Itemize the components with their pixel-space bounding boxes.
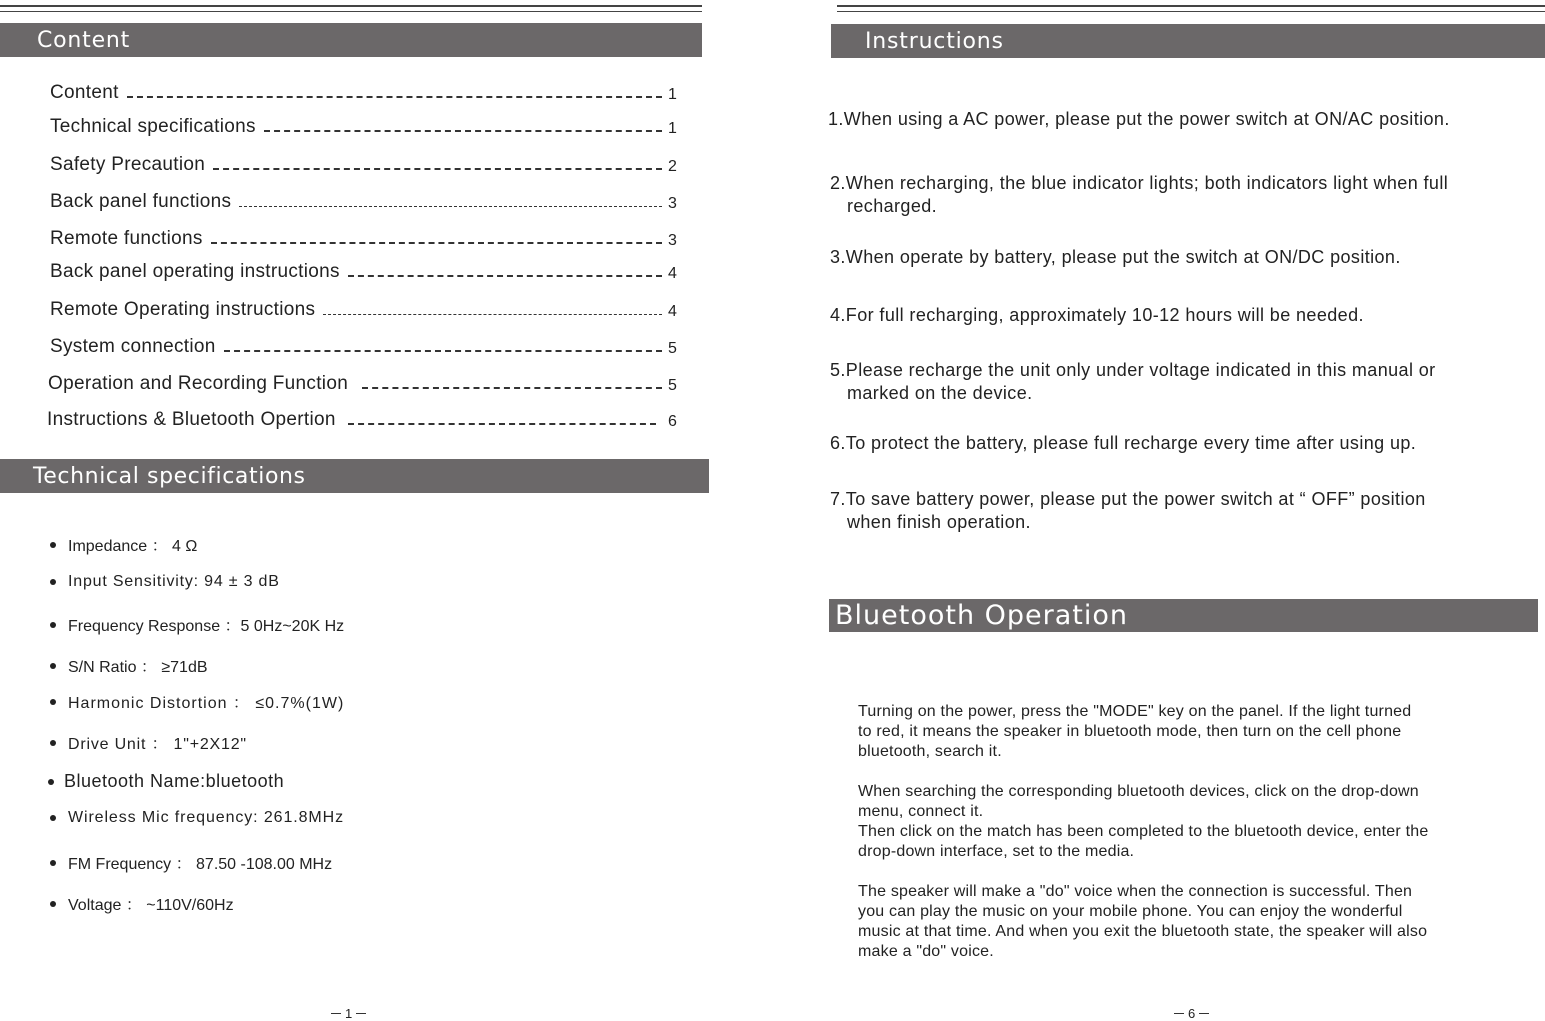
instruction-item: [828, 108, 1543, 131]
toc-entry-page: 5: [668, 377, 677, 394]
bluetooth-line: The speaker will make a "do" voice when the connection is successful. Then: [858, 883, 1413, 900]
spec-text: Drive Unit ： 1"+2X12": [68, 736, 247, 753]
spec-text: Bluetooth Name:bluetooth: [64, 771, 285, 791]
instruction-line: 3.When operate by battery, please put the switch at ON/DC position.: [830, 247, 1401, 267]
bluetooth-paragraph: [858, 882, 1538, 962]
instruction-item: [830, 359, 1545, 405]
bluetooth-line: music at that time. And when you exit the bluetooth state, the speaker will also: [858, 923, 1428, 940]
bluetooth-header-title: Bluetooth Operation: [835, 600, 1129, 631]
bullet: [50, 579, 56, 585]
spec-item: [50, 851, 332, 874]
spec-text: Impedance ： 4 Ω: [68, 538, 198, 555]
spec-item: [50, 573, 280, 591]
bullet: [50, 860, 56, 866]
bluetooth-line: to red, it means the speaker in bluetooth mode, then turn on the cell phone: [858, 723, 1402, 740]
toc-leader: [348, 423, 656, 425]
instruction-line: 4.For full recharging, approximately 10-12 hours will be needed.: [830, 305, 1364, 325]
instruction-line: 1.When using a AC power, please put the power switch at ON/AC position.: [828, 109, 1450, 129]
toc-leader: [323, 314, 662, 315]
toc-entry-label: Safety Precaution: [50, 154, 206, 175]
bullet: [50, 699, 56, 705]
page-number: [1174, 1006, 1209, 1021]
instructions-header-title: Instructions: [865, 28, 1004, 54]
toc-entry-page: 4: [668, 303, 677, 320]
bluetooth-line: you can play the music on your mobile phone. You can enjoy the wonderful: [858, 903, 1403, 920]
spec-text: Harmonic Distortion ： ≤0.7%(1W): [68, 695, 345, 712]
toc-leader: [362, 387, 662, 389]
page-number-text: 1: [345, 1006, 353, 1021]
toc-entry-page: 1: [668, 86, 677, 103]
spec-item: [50, 809, 344, 827]
toc-entry-page: 3: [668, 195, 677, 212]
spec-item: [50, 654, 208, 677]
bluetooth-header-bar: [829, 599, 1538, 632]
spec-text: Voltage ： ~110V/60Hz: [68, 897, 234, 914]
spec-item: [50, 892, 234, 915]
bluetooth-paragraph: [858, 782, 1538, 862]
spec-item: [50, 613, 344, 636]
spec-text: FM Frequency ： 87.50 -108.00 MHz: [68, 856, 333, 873]
right-page: [815, 0, 1545, 1020]
bullet: [50, 663, 56, 669]
toc-entry[interactable]: [50, 259, 682, 283]
bluetooth-paragraph: [858, 702, 1538, 762]
specs-header-title: Technical specifications: [33, 463, 306, 489]
toc-entry[interactable]: [50, 152, 682, 176]
instruction-item: [830, 432, 1545, 455]
specs-header-bar: [0, 459, 709, 493]
toc-leader: [127, 96, 662, 98]
bluetooth-line: bluetooth, search it.: [858, 743, 1002, 760]
toc-entry-label: Operation and Recording Function: [48, 373, 349, 394]
content-header-bar: [0, 23, 702, 57]
instruction-item: [830, 172, 1545, 218]
toc-entry-label: Back panel functions: [50, 191, 232, 212]
top-rule: [0, 5, 702, 12]
toc-entry-page: 4: [668, 265, 677, 282]
instruction-line: 5.Please recharge the unit only under voltage indicated in this manual or: [830, 360, 1436, 380]
toc-entry-page: 5: [668, 340, 677, 357]
toc-leader: [264, 130, 662, 132]
toc-entry[interactable]: [50, 371, 682, 395]
toc-entry-page: 2: [668, 158, 677, 175]
toc-entry-label: Remote functions: [50, 228, 203, 249]
instruction-item: [830, 488, 1545, 534]
page-number-text: 6: [1188, 1006, 1196, 1021]
bullet: [50, 542, 56, 548]
spec-text: S/N Ratio ： ≥71dB: [68, 659, 208, 676]
bluetooth-line: menu, connect it.: [858, 803, 984, 820]
toc-entry-label: Technical specifications: [50, 116, 256, 137]
toc-entry-label: Remote Operating instructions: [50, 299, 316, 320]
toc-entry[interactable]: [50, 114, 682, 138]
bullet: [50, 815, 56, 821]
toc-entry[interactable]: [50, 80, 682, 104]
bluetooth-line: Then click on the match has been completed to the bluetooth device, enter the: [858, 823, 1429, 840]
instruction-line: 7.To save battery power, please put the power switch at “ OFF” position: [830, 489, 1426, 509]
spec-item: [50, 731, 247, 754]
spec-item: [48, 771, 284, 792]
bluetooth-line: make a "do" voice.: [858, 943, 994, 960]
instruction-line: 6.To protect the battery, please full recharge every time after using up.: [830, 433, 1417, 453]
toc-leader: [211, 242, 662, 244]
toc-entry-page: 6: [668, 413, 677, 430]
toc-leader: [224, 350, 662, 352]
toc-entry-label: Content: [50, 82, 119, 103]
instruction-line: 2.When recharging, the blue indicator lights; both indicators light when full: [830, 173, 1449, 193]
spec-text: Frequency Response ：5 0Hz~20K Hz: [68, 618, 345, 635]
top-rule: [837, 5, 1545, 12]
toc-entry[interactable]: [50, 226, 682, 250]
bullet: [48, 779, 54, 785]
toc-leader: [213, 168, 662, 170]
instruction-item: [830, 304, 1545, 327]
left-page: [0, 0, 715, 1020]
toc-entry-label: System connection: [50, 336, 216, 357]
page-number: [331, 1006, 366, 1021]
toc-entry[interactable]: [50, 189, 682, 213]
bullet: [50, 901, 56, 907]
toc-entry[interactable]: [50, 297, 682, 321]
instruction-line-continued: when finish operation.: [847, 512, 1031, 532]
bullet: [50, 622, 56, 628]
instruction-line-continued: marked on the device.: [847, 383, 1033, 403]
toc-entry[interactable]: [47, 407, 682, 431]
bluetooth-line: When searching the corresponding bluetooth devices, click on the drop-down: [858, 783, 1419, 800]
bluetooth-line: Turning on the power, press the "MODE" key on the panel. If the light turned: [858, 703, 1412, 720]
spec-item: [50, 533, 197, 556]
spec-text: Wireless Mic frequency: 261.8MHz: [68, 809, 344, 826]
bluetooth-line: drop-down interface, set to the media.: [858, 843, 1135, 860]
toc-entry-label: Back panel operating instructions: [50, 261, 340, 282]
instruction-item: [830, 246, 1545, 269]
toc-entry-page: 1: [668, 120, 677, 137]
instructions-header-bar: [831, 24, 1545, 58]
toc-entry-page: 3: [668, 232, 677, 249]
content-header-title: Content: [37, 27, 131, 53]
toc-leader: [239, 206, 662, 207]
toc-leader: [348, 275, 662, 277]
spec-item: [50, 690, 344, 713]
spec-text: Input Sensitivity: 94 ± 3 dB: [68, 573, 280, 590]
toc-entry-label: Instructions & Bluetooth Opertion: [47, 409, 336, 430]
toc-entry[interactable]: [50, 334, 682, 358]
bullet: [50, 740, 56, 746]
instruction-line-continued: recharged.: [847, 196, 938, 216]
